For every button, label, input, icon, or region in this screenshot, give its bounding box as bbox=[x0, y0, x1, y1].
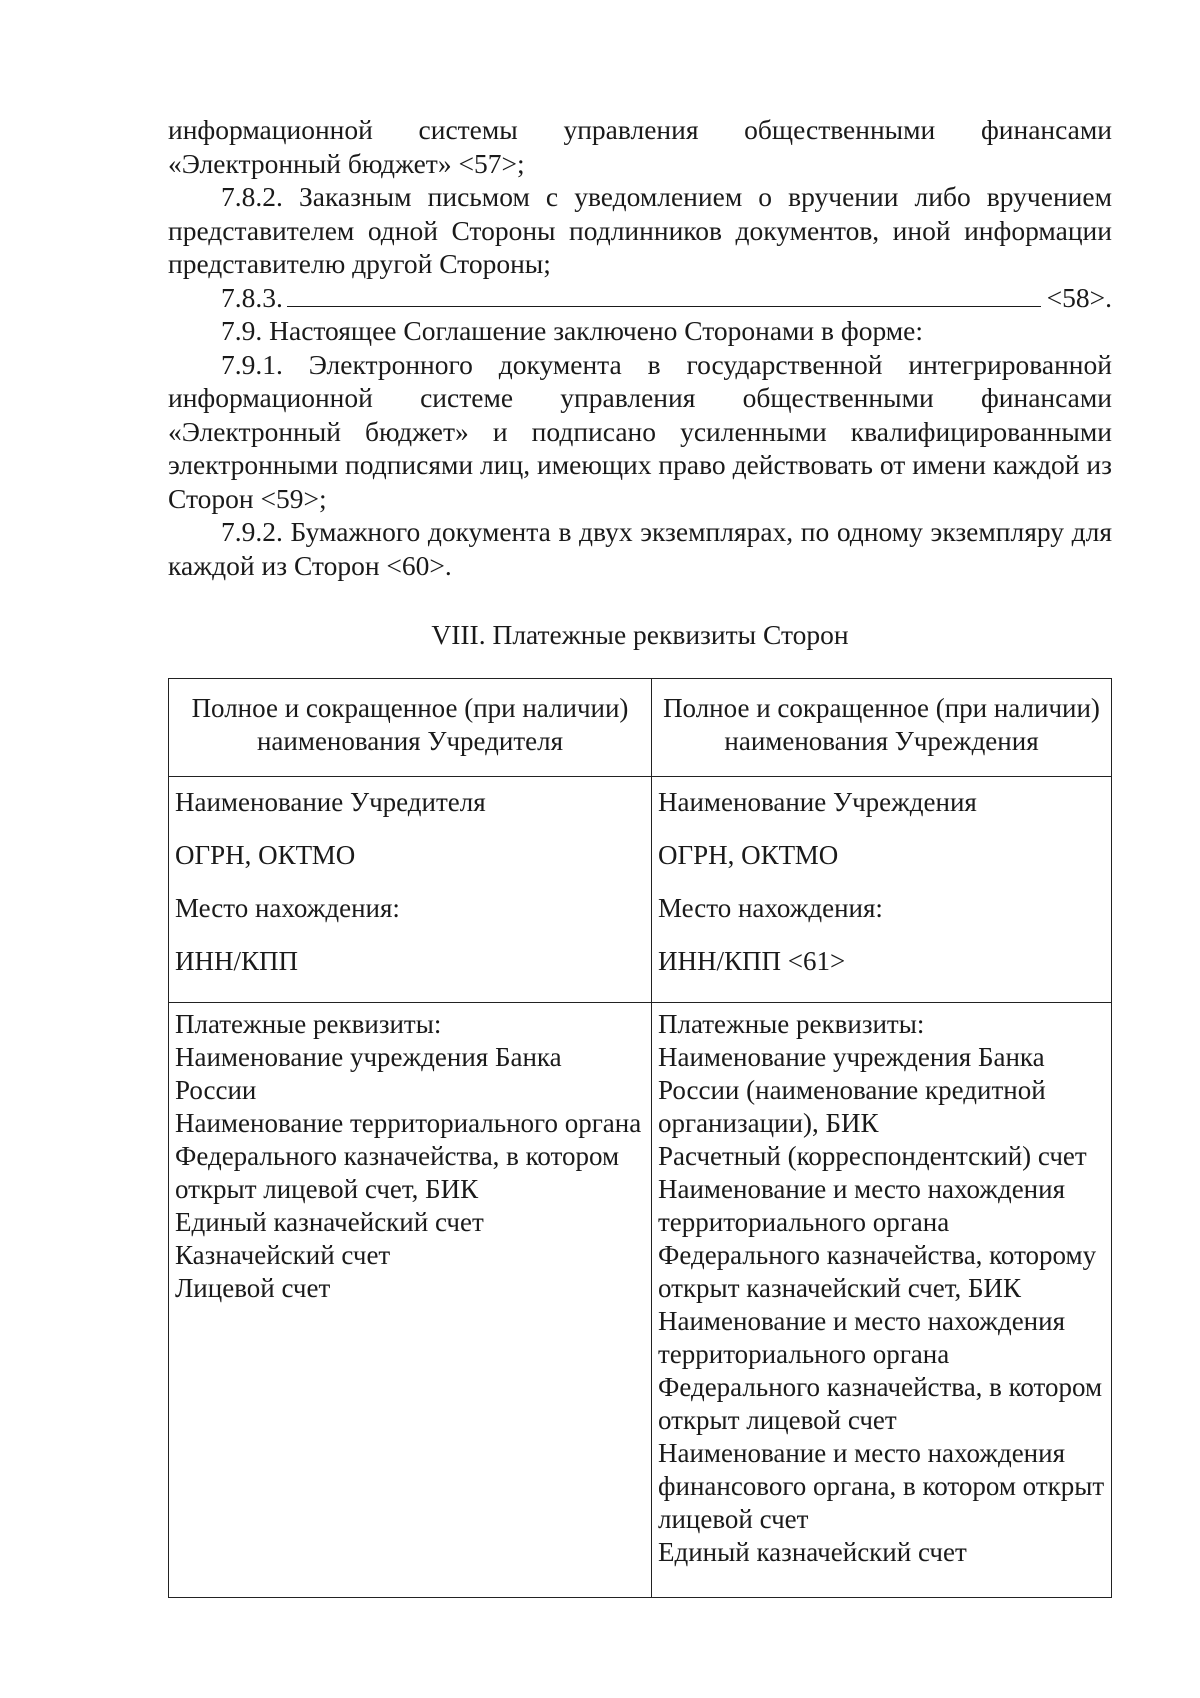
institution-treasury-body-treasury-account: Наименование и место нахождения территориального органа Федерального казначейства, которому открыт казначейский счет, БИК bbox=[658, 1174, 1097, 1303]
institution-location-label: Место нахождения: bbox=[658, 893, 883, 923]
table-row-requisites bbox=[169, 1003, 1112, 1598]
paragraph-7-9: 7.9. Настоящее Соглашение заключено Сторонами в форме: bbox=[221, 315, 924, 346]
institution-inn-label: ИНН/КПП <61> bbox=[658, 946, 846, 976]
body-text bbox=[168, 113, 1112, 582]
table-row-names bbox=[169, 777, 1112, 1003]
founder-personal-account: Лицевой счет bbox=[175, 1273, 331, 1303]
institution-bank-name: Наименование учреждения Банка России (наименование кредитной организации), БИК bbox=[658, 1042, 1046, 1138]
footnote-ref-58: <58>. bbox=[1046, 281, 1112, 313]
founder-treasury-account: Казначейский счет bbox=[175, 1240, 391, 1270]
institution-name-label: Наименование Учреждения bbox=[658, 787, 977, 817]
paragraph-7-8-3-label: 7.8.3. bbox=[221, 281, 283, 313]
fill-in-line bbox=[287, 282, 1041, 307]
institution-requisites-heading: Платежные реквизиты: bbox=[658, 1009, 925, 1039]
founder-location-label: Место нахождения: bbox=[175, 893, 400, 923]
institution-identification-cell bbox=[652, 777, 1112, 1003]
institution-financial-body: Наименование и место нахождения финансового органа, в котором открыт лицевой счет bbox=[658, 1438, 1105, 1534]
institution-single-treasury-account: Единый казначейский счет bbox=[658, 1537, 967, 1567]
header-founder: Полное и сокращенное (при наличии) наименования Учредителя bbox=[169, 679, 652, 777]
paragraph-7-8-1-continuation: информационной системы управления общественными финансами «Электронный бюджет» <57>; bbox=[168, 114, 1112, 179]
founder-single-treasury-account: Единый казначейский счет bbox=[175, 1207, 484, 1237]
founder-requisites-heading: Платежные реквизиты: bbox=[175, 1009, 442, 1039]
paragraph-7-9-1: 7.9.1. Электронного документа в государственной интегрированной информационной системе управления общественными финансами «Электронный бюджет» и подписано усиленными квалифицированными электронными подписями лиц, имеющих право действовать от имени каждой из Сторон <59>; bbox=[168, 348, 1112, 514]
section-title: VIII. Платежные реквизиты Сторон bbox=[431, 619, 849, 650]
institution-ogrn-label: ОГРН, ОКТМО bbox=[658, 840, 839, 870]
founder-treasury-body: Наименование территориального органа Федерального казначейства, в котором открыт лицевой счет, БИК bbox=[175, 1108, 642, 1204]
header-institution: Полное и сокращенное (при наличии) наименования Учреждения bbox=[652, 679, 1112, 777]
founder-identification-cell bbox=[169, 777, 652, 1003]
founder-name-label: Наименование Учредителя bbox=[175, 787, 486, 817]
institution-treasury-body-personal-account: Наименование и место нахождения территориального органа Федерального казначейства, в котором открыт лицевой счет bbox=[658, 1306, 1103, 1435]
founder-bank-name: Наименование учреждения Банка России bbox=[175, 1042, 562, 1105]
founder-requisites-cell bbox=[169, 1003, 652, 1598]
payment-requisites-table bbox=[168, 678, 1112, 1598]
founder-inn-label: ИНН/КПП bbox=[175, 946, 299, 976]
institution-requisites-cell bbox=[652, 1003, 1112, 1598]
paragraph-7-8-2: 7.8.2. Заказным письмом с уведомлением о вручении либо вручением представителем одной Стороны подлинников документов, иной информации представителю другой Стороны; bbox=[168, 181, 1112, 279]
institution-settlement-account: Расчетный (корреспондентский) счет bbox=[658, 1141, 1087, 1171]
founder-ogrn-label: ОГРН, ОКТМО bbox=[175, 840, 356, 870]
table-header-row bbox=[169, 679, 1112, 777]
paragraph-7-9-2: 7.9.2. Бумажного документа в двух экземплярах, по одному экземпляру для каждой из Сторон <60>. bbox=[168, 516, 1112, 581]
paragraph-7-8-3 bbox=[168, 281, 1112, 315]
